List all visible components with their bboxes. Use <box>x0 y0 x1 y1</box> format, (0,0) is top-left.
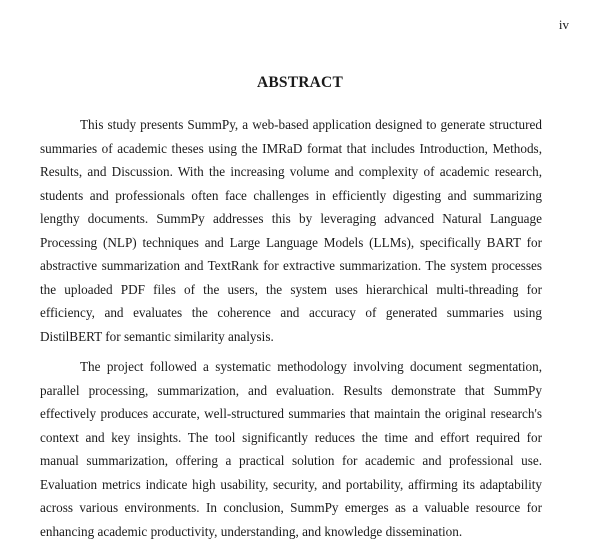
text-line: enhancing academic productivity, understanding, and knowledge dissemination. <box>40 520 542 543</box>
text-line: efficiency, and evaluates the coherence and accuracy of generated summaries using <box>40 301 542 325</box>
text-line: abstractive summarization and TextRank for extractive summarization. The system processes <box>40 254 542 278</box>
abstract-paragraph-1 <box>40 113 542 348</box>
text-line: context and key insights. The tool significantly reduces the time and effort required for <box>40 426 542 450</box>
abstract-paragraph-2 <box>40 355 542 543</box>
text-line: Results, and Discussion. With the increasing volume and complexity of academic research, <box>40 160 542 184</box>
text-line: across various environments. In conclusion, SummPy emerges as a valuable resource for <box>40 496 542 520</box>
text-line: summaries of academic theses using the IMRaD format that includes Introduction, Methods, <box>40 137 542 161</box>
abstract-heading: ABSTRACT <box>0 73 600 93</box>
text-line: The project followed a systematic methodology involving document segmentation, <box>40 355 542 379</box>
text-line: students and professionals often face challenges in efficiently digesting and summarizing <box>40 184 542 208</box>
text-line: the uploaded PDF files of the users, the system uses hierarchical multi-threading for <box>40 278 542 302</box>
text-line: effectively produces accurate, well-structured summaries that maintain the original research's <box>40 402 542 426</box>
text-line: DistilBERT for semantic similarity analysis. <box>40 325 542 349</box>
text-line: This study presents SummPy, a web-based application designed to generate structured <box>40 113 542 137</box>
text-line: manual summarization, offering a practical solution for academic and professional use. <box>40 449 542 473</box>
page-number: iv <box>559 17 569 33</box>
text-line: Processing (NLP) techniques and Large Language Models (LLMs), specifically BART for <box>40 231 542 255</box>
text-line: parallel processing, summarization, and evaluation. Results demonstrate that SummPy <box>40 379 542 403</box>
text-line: lengthy documents. SummPy addresses this by leveraging advanced Natural Language <box>40 207 542 231</box>
text-line: Evaluation metrics indicate high usability, security, and portability, affirming its adaptability <box>40 473 542 497</box>
